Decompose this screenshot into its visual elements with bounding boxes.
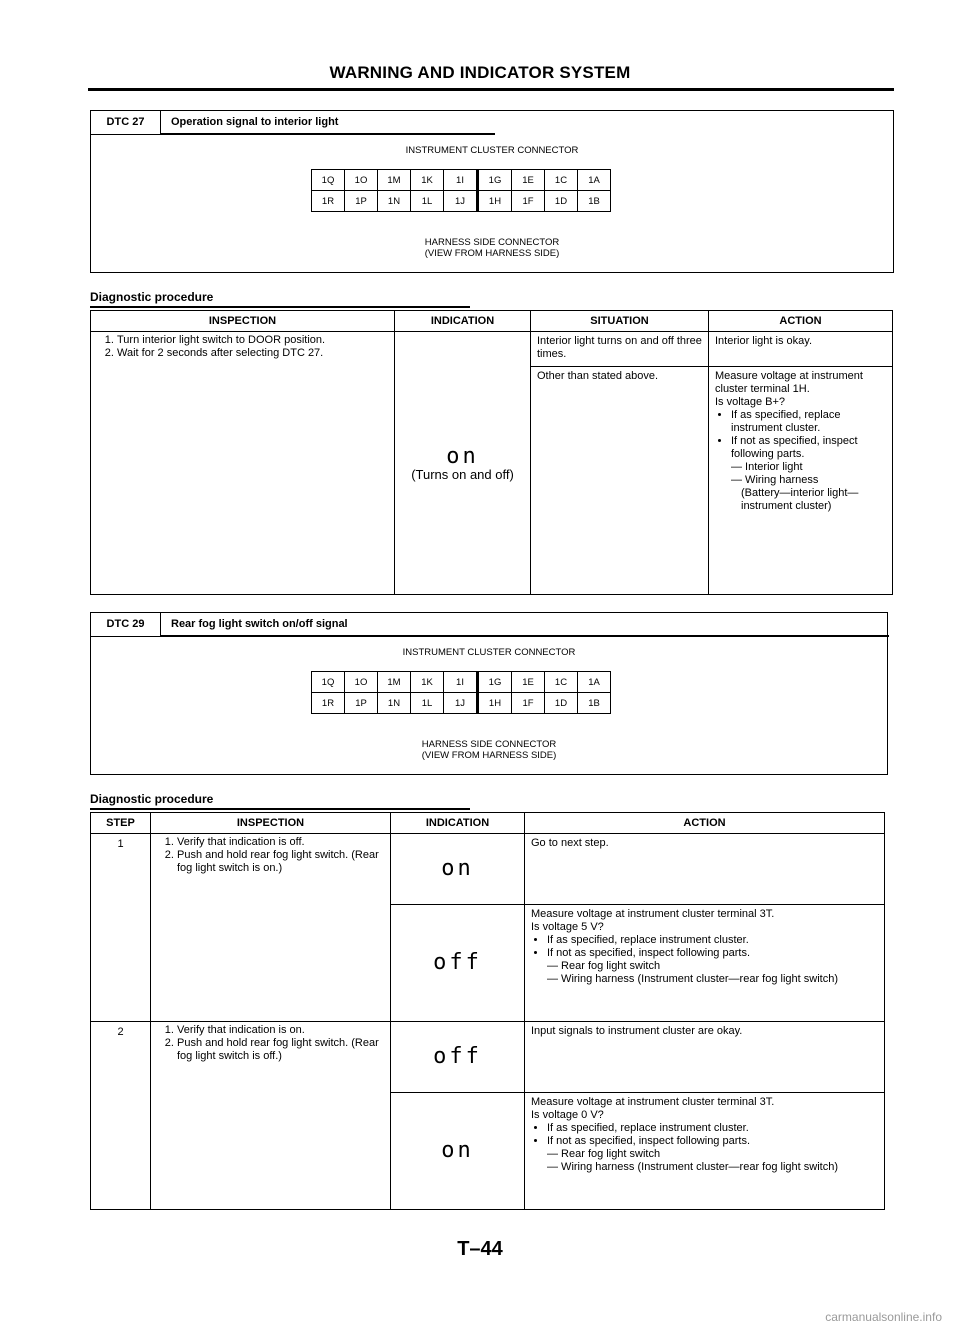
indication-cell [391,834,525,905]
dtc27-connector-label: INSTRUMENT CLUSTER CONNECTOR [405,145,579,156]
pin: 1J [444,191,478,212]
action-cell [525,1022,885,1093]
pin: 1D [545,693,578,714]
dtc29-harness-label: HARNESS SIDE CONNECTOR [421,739,557,750]
pin: 1G [478,672,512,693]
inspection-cell [91,332,395,595]
pin: 1I [444,672,478,693]
part-item-detail: (Battery—interior light—instrument cluster) [741,487,859,512]
action-question: Is voltage 5 V? [531,921,604,933]
list-item: • If as specified, replace instrument cluster. [547,1122,878,1135]
dtc27-code: DTC 27 [91,111,161,135]
dtc29-connector-grid [311,671,611,714]
table-row [91,834,885,905]
pin: 1Q [312,672,345,693]
table-header-row [91,311,893,332]
pin: 1E [512,672,545,693]
pin: 1B [578,693,611,714]
pin: 1H [478,191,512,212]
header-inspection: INSPECTION [91,311,395,332]
indication-cell [391,905,525,1022]
page-header: WARNING AND INDICATOR SYSTEM [329,63,631,82]
list-item: 2. Push and hold rear fog light switch. (Rear fog light switch is off.) [177,1037,390,1063]
step-number: 1 [91,834,151,1022]
dtc29-procedure-title: Diagnostic procedure [90,792,214,806]
indicator-caption: (Turns on and off) [411,466,514,482]
inspection-cell [151,1022,391,1210]
pin: 1D [545,191,578,212]
section-rule [90,808,470,810]
pin: 1O [345,170,378,191]
pin: 1Q [312,170,345,191]
pin: 1R [312,191,345,212]
indicator-display: off [433,1044,482,1069]
pin: 1N [378,693,411,714]
dtc27-connector-grid [311,169,611,212]
watermark: carmanualsonline.info [825,1310,942,1324]
situation-text: Interior light turns on and off three times. [537,335,702,360]
dtc29-connector-row1 [312,672,611,693]
list-item: • If as specified, replace instrument cluster. [547,934,878,947]
dtc27-procedure-title: Diagnostic procedure [90,290,214,304]
action-line: Measure voltage at instrument cluster terminal 3T. [531,1096,775,1108]
action-cell [525,905,885,1022]
pin: 1N [378,191,411,212]
dtc29-connector-label: INSTRUMENT CLUSTER CONNECTOR [402,647,576,658]
situation-text: Other than stated above. [537,370,659,382]
indicator-display: on [441,1138,474,1163]
pin: 1P [345,693,378,714]
dtc29-procedure-table [90,812,885,1210]
dtc29-harness-view-label: (VIEW FROM HARNESS SIDE) [421,750,557,761]
part-item: — Rear fog light switch [547,960,661,972]
dtc29-connector-row2 [312,693,611,714]
action-text: Interior light is okay. [715,335,813,347]
pin: 1H [478,693,512,714]
list-item: • If not as specified, inspect following parts. [547,947,878,960]
dtc27-procedure-table [90,310,893,595]
step-number: 2 [91,1022,151,1210]
indicator-display: on [446,443,479,469]
pin: 1G [478,170,512,191]
dtc29-code: DTC 29 [91,613,161,637]
dtc27-harness-label: HARNESS SIDE CONNECTOR [424,237,560,248]
table-row [91,332,893,367]
pin: 1K [411,672,444,693]
indication-cell [395,332,531,595]
part-item: — Wiring harness [731,474,819,486]
list-item: • If as specified, replace instrument cluster. [731,409,886,435]
pin: 1J [444,693,478,714]
part-item: — Wiring harness (Instrument cluster—rear fog light switch) [547,973,838,985]
indication-cell [391,1093,525,1210]
page-number: T–44 [457,1238,503,1260]
pin: 1E [512,170,545,191]
header-action: ACTION [709,311,893,332]
pin: 1C [545,170,578,191]
header-action: ACTION [525,813,885,834]
dtc29-title: Rear fog light switch on/off signal [171,618,348,630]
pin: 1F [512,191,545,212]
action-line: Measure voltage at instrument cluster terminal 3T. [531,908,775,920]
indication-cell [391,1022,525,1093]
list-item: 1. Verify that indication is off. [177,836,390,849]
pin: 1K [411,170,444,191]
header-step: STEP [91,813,151,834]
pin: 1F [512,693,545,714]
action-cell [525,834,885,905]
pin: 1M [378,170,411,191]
pin: 1I [444,170,478,191]
action-question: Is voltage B+? [715,396,786,408]
dtc29-box [90,612,888,775]
action-text: Go to next step. [531,837,609,849]
pin: 1R [312,693,345,714]
situation-cell [531,332,709,367]
pin: 1B [578,191,611,212]
header-rule [88,88,894,91]
action-cell [525,1093,885,1210]
header-indication: INDICATION [391,813,525,834]
pin: 1L [411,693,444,714]
pin: 1O [345,672,378,693]
action-cell [709,367,893,595]
list-item: 2. Push and hold rear fog light switch. (Rear fog light switch is on.) [177,849,390,875]
indicator-display: on [441,856,474,881]
action-cell [709,332,893,367]
header-inspection: INSPECTION [151,813,391,834]
dtc27-box [90,110,894,273]
dtc29-title-rule [161,635,889,637]
table-header-row [91,813,885,834]
dtc27-harness-view-label: (VIEW FROM HARNESS SIDE) [424,248,560,259]
action-question: Is voltage 0 V? [531,1109,604,1121]
header-indication: INDICATION [395,311,531,332]
pin: 1A [578,672,611,693]
list-item: 1. Turn interior light switch to DOOR position. [117,334,394,347]
section-rule [90,306,470,308]
dtc27-connector-row1 [312,170,611,191]
pin: 1M [378,672,411,693]
list-item: • If not as specified, inspect following parts. [731,435,886,461]
part-item: — Wiring harness (Instrument cluster—rear fog light switch) [547,1161,838,1173]
list-item: 2. Wait for 2 seconds after selecting DTC 27. [117,347,394,360]
pin: 1P [345,191,378,212]
action-text: Input signals to instrument cluster are okay. [531,1025,743,1037]
inspection-cell [151,834,391,1022]
part-item: — Interior light [731,461,803,473]
pin: 1L [411,191,444,212]
header-situation: SITUATION [531,311,709,332]
action-text [709,367,892,516]
dtc27-connector-row2 [312,191,611,212]
dtc27-title: Operation signal to interior light [171,116,339,128]
list-item: 1. Verify that indication is on. [177,1024,390,1037]
indicator-display: off [433,950,482,975]
situation-cell [531,367,709,595]
action-text [525,905,884,989]
pin: 1A [578,170,611,191]
pin: 1C [545,672,578,693]
dtc27-title-rule [161,133,495,135]
table-row [91,1022,885,1093]
list-item: • If not as specified, inspect following parts. [547,1135,878,1148]
part-item: — Rear fog light switch [547,1148,661,1160]
action-line: Measure voltage at instrument cluster terminal 1H. [715,370,863,395]
action-text [525,1093,884,1177]
